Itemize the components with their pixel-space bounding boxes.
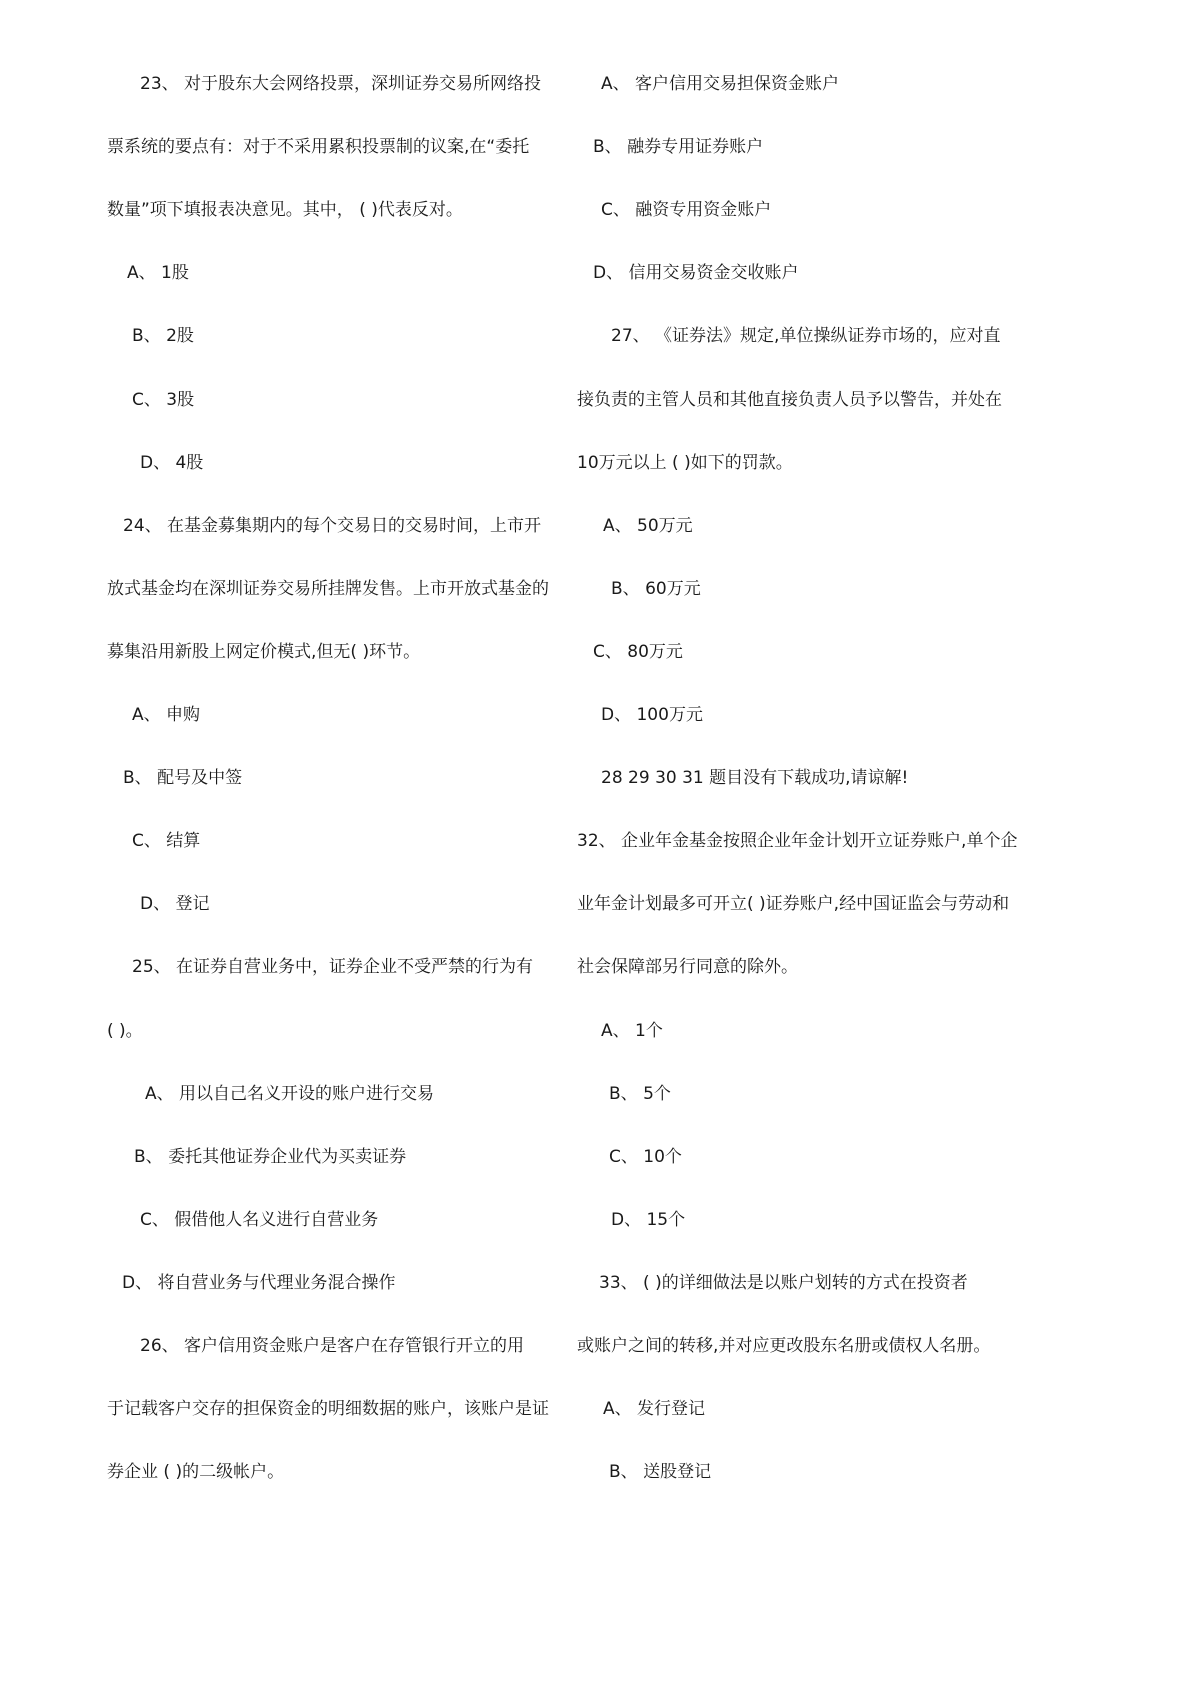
right-line-19: D、 15个 [611,1209,686,1230]
left-line-9: 放式基金均在深圳证券交易所挂牌发售。上市开放式基金的 [107,578,549,599]
right-line-14: 业年金计划最多可开立( )证券账户,经中国证监会与劳动和 [577,894,1010,915]
left-line-23: 券企业 ( )的二级帐户。 [107,1462,285,1483]
right-line-3: C、 融资专用资金账户 [601,200,772,221]
right-line-7: 10万元以上 ( )如下的罚款。 [577,452,793,473]
left-line-16: ( )。 [107,1020,143,1041]
left-line-5: B、 2股 [132,326,194,347]
left-line-4: A、 1股 [127,263,189,284]
left-line-6: C、 3股 [132,389,195,410]
left-line-19: C、 假借他人名义进行自营业务 [140,1209,379,1230]
right-line-10: C、 80万元 [593,641,683,662]
right-line-1: A、 客户信用交易担保资金账户 [601,74,840,94]
left-line-21: 26、 客户信用资金账户是客户在存管银行开立的用 [140,1336,525,1356]
left-line-20: D、 将自营业务与代理业务混合操作 [122,1272,396,1293]
right-line-16: A、 1个 [601,1020,663,1041]
right-line-23: B、 送股登记 [609,1462,712,1483]
left-line-15: 25、 在证券自营业务中，证券企业不受严禁的行为有 [132,957,534,978]
left-line-22: 于记载客户交存的担保资金的明细数据的账户，该账户是证 [107,1399,549,1420]
left-line-8: 24、 在基金募集期内的每个交易日的交易时间，上市开 [123,515,542,536]
right-line-21: 或账户之间的转移,并对应更改股东名册或债权人名册。 [577,1336,991,1356]
left-line-17: A、 用以自己名义开设的账户进行交易 [145,1083,435,1104]
left-line-2: 票系统的要点有：对于不采用累积投票制的议案,在“委托 [107,137,530,158]
left-line-18: B、 委托其他证券企业代为买卖证券 [134,1146,407,1167]
left-line-10: 募集沿用新股上网定价模式,但无( )环节。 [107,641,421,662]
right-line-8: A、 50万元 [603,515,693,536]
right-line-17: B、 5个 [609,1083,671,1104]
left-line-3: 数量”项下填报表决意见。其中， ( )代表反对。 [107,200,463,221]
right-line-12: 28 29 30 31 题目没有下载成功,请谅解! [601,768,909,789]
right-line-6: 接负责的主管人员和其他直接负责人员予以警告，并处在 [577,389,1002,410]
left-line-7: D、 4股 [140,452,204,473]
right-line-15: 社会保障部另行同意的除外。 [577,957,798,978]
left-line-13: C、 结算 [132,831,201,852]
right-line-2: B、 融券专用证券账户 [593,137,764,158]
right-line-9: B、 60万元 [611,578,701,599]
left-line-1: 23、 对于股东大会网络投票，深圳证券交易所网络投 [140,74,542,94]
right-line-20: 33、 ( )的详细做法是以账户划转的方式在投资者 [599,1272,968,1293]
left-line-14: D、 登记 [140,894,210,915]
right-line-13: 32、 企业年金基金按照企业年金计划开立证券账户,单个企 [577,831,1018,852]
left-line-12: B、 配号及中签 [123,768,243,789]
right-line-18: C、 10个 [609,1146,682,1167]
left-line-11: A、 申购 [132,705,201,725]
right-line-4: D、 信用交易资金交收账户 [593,263,799,284]
right-line-11: D、 100万元 [601,705,703,725]
right-line-22: A、 发行登记 [603,1399,706,1420]
right-line-5: 27、 《证券法》规定,单位操纵证券市场的，应对直 [611,326,1001,347]
